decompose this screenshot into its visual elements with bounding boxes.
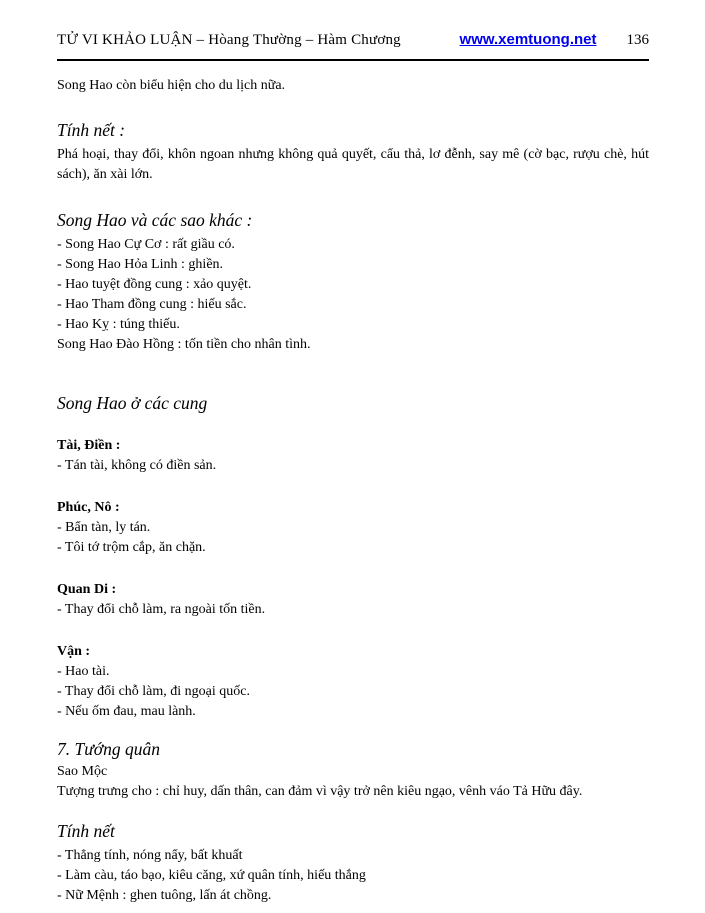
- header-title: TỬ VI KHẢO LUẬN – Hòang Thường – Hàm Chương: [57, 32, 401, 48]
- palace-group-tai-dien: [57, 436, 649, 476]
- tuong-quan-paragraph: Tượng trưng cho : chỉ huy, dấn thân, can đảm vì vậy trở nên kiêu ngạo, vênh váo Tả Hữu đây.: [57, 784, 583, 799]
- palace-group-van: [57, 642, 649, 722]
- list-item: - Hao tuyệt đồng cung : xảo quyệt.: [57, 277, 252, 292]
- section-heading-tinh-net-2: Tính nết: [57, 821, 115, 841]
- header-url-link[interactable]: www.xemtuong.net: [459, 31, 597, 48]
- list-item: - Hao Tham đồng cung : hiếu sắc.: [57, 297, 247, 312]
- palace-group-quan-di: [57, 580, 649, 620]
- list-item: - Nữ Mệnh : ghen tuông, lấn át chồng.: [57, 888, 272, 903]
- song-hao-khac-list: [57, 235, 649, 355]
- palace-group-label: Vận :: [57, 644, 91, 659]
- palace-group-label: Quan Di :: [57, 582, 117, 597]
- list-item: - Nếu ốm đau, mau lành.: [57, 704, 196, 719]
- list-item: - Hao Kỵ : túng thiếu.: [57, 317, 180, 332]
- list-item: - Hao tài.: [57, 664, 110, 679]
- list-item: - Bẩn tàn, ly tán.: [57, 520, 151, 535]
- header-page-number: 136: [626, 32, 649, 48]
- list-item: - Làm càu, táo bạo, kiêu căng, xứ quân tính, hiếu thắng: [57, 868, 366, 883]
- section-heading-tinh-net-1: Tính nết :: [57, 120, 126, 140]
- intro-line: Song Hao còn biểu hiện cho du lịch nữa.: [57, 78, 286, 93]
- tinh-net-2-list: [57, 846, 649, 906]
- palace-group-label: Tài, Điền :: [57, 438, 121, 453]
- list-item: - Song Hao Hỏa Linh : ghiền.: [57, 257, 224, 272]
- list-item: Song Hao Đào Hồng : tốn tiền cho nhân tình.: [57, 337, 311, 352]
- header-rule: [57, 59, 649, 61]
- list-item: - Thẳng tính, nóng nẩy, bất khuất: [57, 848, 243, 863]
- page-header: [57, 31, 649, 49]
- list-item: - Tôi tớ trộm cắp, ăn chặn.: [57, 540, 206, 555]
- list-item: - Tán tài, không có điền sản.: [57, 458, 217, 473]
- palace-group-label: Phúc, Nô :: [57, 500, 120, 515]
- tinh-net-1-paragraph: Phá hoại, thay đổi, khôn ngoan nhưng không quả quyết, cẩu thả, lơ đễnh, say mê (cờ bạc, rượu chè, hút sách), ăn xài lớn.: [57, 147, 649, 182]
- section-heading-tuong-quan: 7. Tướng quân: [57, 739, 160, 759]
- palace-group-phuc-no: [57, 498, 649, 558]
- list-item: - Thay đổi chỗ làm, ra ngoài tốn tiền.: [57, 602, 266, 617]
- section-heading-song-hao-cung: Song Hao ở các cung: [57, 393, 208, 413]
- section-heading-song-hao-khac: Song Hao và các sao khác :: [57, 210, 253, 230]
- list-item: - Song Hao Cự Cơ : rất giầu có.: [57, 237, 235, 252]
- list-item: - Thay đổi chỗ làm, đi ngoại quốc.: [57, 684, 250, 699]
- tuong-quan-subtitle: Sao Mộc: [57, 764, 108, 779]
